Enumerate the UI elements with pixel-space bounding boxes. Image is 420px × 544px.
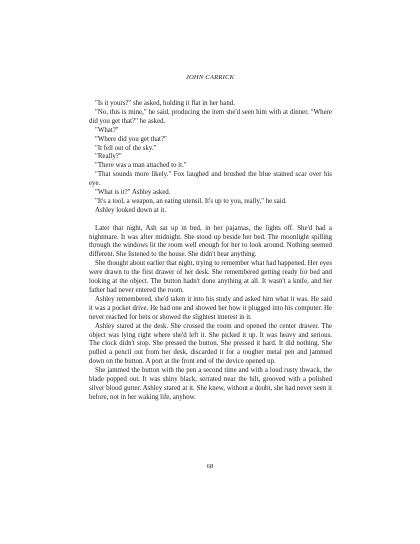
page-number: 68 [206,463,214,470]
paragraph: "What?" [95,126,119,134]
paragraph: Ashley stared at the desk. She crossed the room and opened the center drawer. The object was lying right where she'd left it. She picked it up. It was heavy and serious. The clock didn't stop. She pressed the button. She pressed it hard. It did nothing. She pulled a pencil out from her desk, discarded it for a tougher metal pen and jammed down on the button. A port at the front end of the device opened up. [89,322,332,366]
paragraph: "No, this is mine," he said, producing the item she'd seen him with at dinner. "Where did you get that?" he asked. [89,108,332,125]
paragraph: "What is it?" Ashley asked. [95,189,171,197]
paragraph: "There was a man attached to it." [95,162,187,170]
paragraph: "That sounds more likely." Fox laughed and brushed the blue stained scar over his eye. [89,171,332,188]
paragraph: She jammed the button with the pen a second time and with a loud rusty thwack, the blade popped out. It was shiny black, serrated near the hilt, grooved with a polished silver blood gutter. Ashley stared at it. She knew, without a doubt, she had never seen it before, not in her waking life, anyhow. [89,367,332,401]
body-text [89,100,332,403]
paragraph: "Is it yours?" she asked, holding it flat in her hand. [95,100,235,107]
paragraph: Ashley remembered, she'd taken it into his study and asked him what it was. He said it was a pocket drive. He had one and showed her how it plugged into his computer. He never reached for hers or showed the slightest interest in it. [89,295,332,321]
paragraph: "It fell out of the sky." [95,144,157,152]
paragraph: "Really?" [95,153,122,161]
paragraph: "It's a tool, a weapon, an eating utensil. It's up to you, really," he said. [95,197,287,205]
paragraph: She thought about earlier that night, trying to remember what had happened. Her eyes were drawn to the first drawer of her desk. She remembered getting ready for bed and looking at the object. The button hadn't done anything at all. It wasn't a knife, and her father had never entered the room. [89,260,332,295]
paragraph: Ashley looked down at it. [95,206,167,214]
paragraph: Later that night, Ash sat up in bed, in her pajamas, the lights off. She'd had a nightmare. It was after midnight. She stood up beside her bed. The moonlight spilling through the windows lit the room well enough for her to look around. Nothing seemed different. She listened to the house. She didn't hear anything. [89,224,332,259]
running-head: JOHN CARRICK [185,74,235,81]
paragraph: "Where did you get that?" [95,135,167,143]
